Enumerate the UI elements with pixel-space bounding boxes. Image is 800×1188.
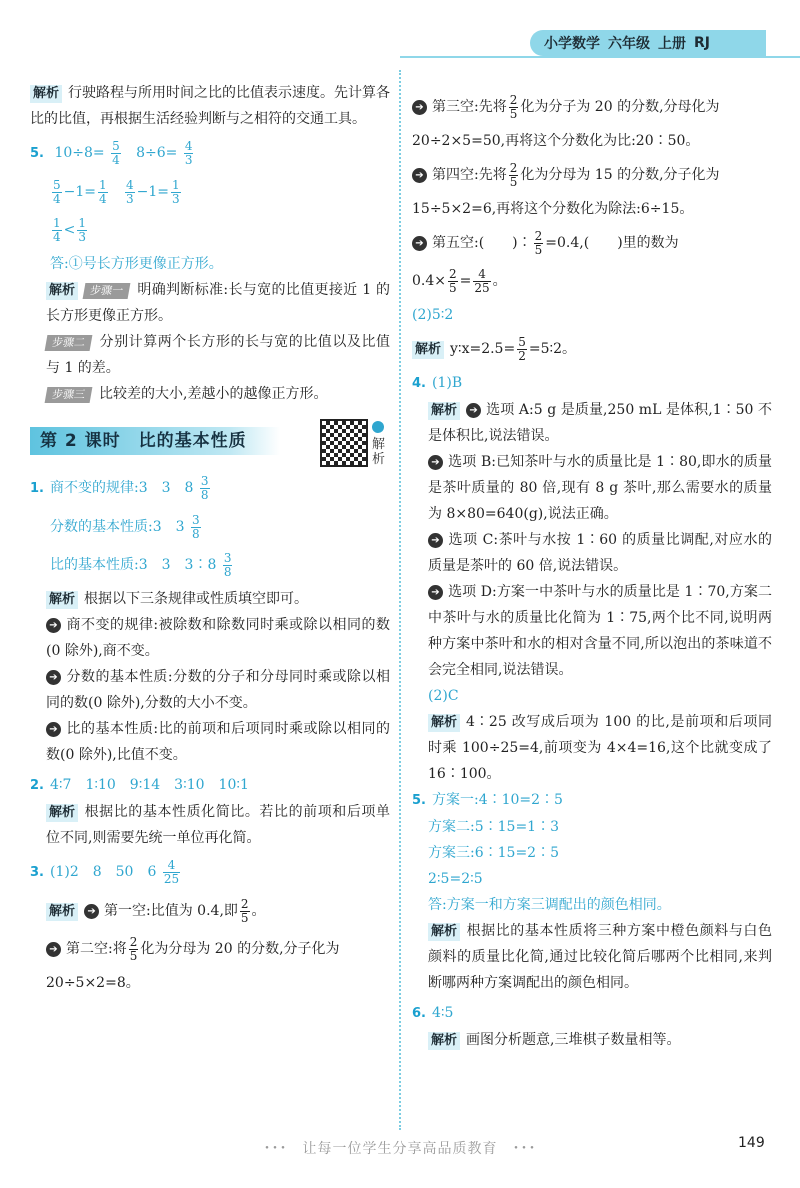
q4-option-a [412, 397, 772, 449]
q3-answer-text: (1)2 8 50 6 [49, 864, 157, 880]
analysis-tag: 解析 [46, 591, 78, 609]
q5-plan1 [412, 787, 772, 814]
q1-bullet1 [30, 612, 390, 664]
qr-code[interactable] [320, 419, 368, 467]
footer-slogan: ･･･ 让每一位学生分享高品质教育 ･･･ [263, 1141, 537, 1157]
q4-part2-analysis [412, 709, 772, 787]
left-column [30, 80, 390, 996]
q4-part2-answer: (2)C [428, 688, 459, 704]
arrow-icon: ➔ [428, 585, 443, 600]
q5-analysis [412, 918, 772, 996]
q4-option-c [412, 527, 772, 579]
denominator: 8 [191, 526, 200, 541]
denominator: 5 [449, 280, 457, 295]
option-b-text: 选项 B:已知茶叶与水的质量比是 1∶80,即水的质量是茶叶质量的 80 倍,现有 8 g 茶叶,那么需要水的质量为 8×80=640(g),说法正确。 [428, 454, 772, 522]
q3-step1-text: 第一空:比值为 0.4,即 [104, 903, 238, 919]
q5-eq2: 8÷6= [136, 145, 178, 161]
q4-number: 4. [412, 376, 426, 391]
header-edition: RJ [694, 35, 710, 51]
arrow-icon: ➔ [412, 100, 427, 115]
step4-result: 15÷5×2=6,再将这个分数化为除法:6÷15。 [412, 201, 694, 217]
numerator: 4 [184, 138, 193, 153]
fraction [517, 336, 527, 363]
denominator: 4 [53, 229, 61, 244]
step3-b: 化为分子为 20 的分数,分母化为 [520, 99, 720, 115]
arrow-icon: ➔ [84, 904, 99, 919]
option-d-text: 选项 D:方案一中茶叶与水的质量比是 1∶70,方案二中茶叶与水的质量比化简为 1∶75,两个比不同,说明两种方案中茶叶和水的相对含量不同,所以泡出的茶味道不会完全相同,说法错误。 [428, 584, 772, 678]
denominator: 25 [163, 871, 180, 886]
play-icon [372, 421, 384, 433]
fraction [129, 936, 139, 963]
period: 。 [492, 273, 507, 289]
analysis-tag: 解析 [428, 923, 460, 941]
denominator: 5 [240, 910, 249, 925]
numerator: 2 [534, 228, 543, 243]
q6-answer [412, 1000, 772, 1027]
fraction [163, 859, 180, 886]
arrow-icon: ➔ [46, 722, 61, 737]
denominator: 8 [200, 487, 209, 502]
q1-bullet2-text: 分数的基本性质:分数的分子和分母同时乘或除以相同的数(0 除外),分数的大小不变。 [46, 669, 390, 711]
denominator: 3 [78, 229, 87, 244]
q2-analysis-text: 根据比的基本性质化简比。若比的前项和后项单位不同,则需要先统一单位再化简。 [46, 804, 390, 846]
fraction [509, 94, 519, 121]
intro-analysis [30, 80, 390, 132]
q1-bullet3 [30, 716, 390, 768]
q3-step2-b: 化为分母为 20 的分数,分子化为 [140, 941, 340, 957]
q5-analysis-step2 [30, 329, 390, 381]
q1-intro: 根据以下三条规律或性质填空即可。 [84, 591, 309, 607]
denominator: 25 [474, 280, 490, 295]
fraction [191, 514, 201, 541]
numerator: 3 [200, 473, 209, 488]
q1-bullet1-text: 商不变的规律:被除数和除数同时乘或除以相同的数(0 除外),商不变。 [46, 617, 390, 659]
fraction [184, 140, 194, 167]
q3-number: 3. [30, 865, 44, 880]
fraction [125, 179, 135, 206]
fraction [223, 552, 233, 579]
arrow-icon: ➔ [428, 533, 443, 548]
analysis-tag: 解析 [30, 85, 62, 103]
numerator: 2 [129, 934, 138, 949]
q4-option-b [412, 449, 772, 527]
numerator: 2 [509, 160, 518, 175]
header-tab [530, 30, 766, 56]
q6-analysis-text: 画图分析题意,三堆棋子数量相等。 [466, 1032, 681, 1048]
numerator: 4 [126, 177, 134, 192]
right-column [412, 86, 772, 1053]
numerator: 5 [53, 177, 61, 192]
q5-analysis-step1 [30, 277, 390, 329]
q1-line3 [30, 548, 390, 582]
fraction [52, 217, 62, 244]
q5-analysis-text: 根据比的基本性质将三种方案中橙色颜料与白色颜料的质量比化简,通过比较化简后哪两个比相同,来判断哪两种方案调配出的颜色相同。 [428, 923, 772, 991]
compare-sign: < [63, 222, 76, 238]
numerator: 3 [223, 550, 232, 565]
q1-line1-text: 商不变的规律:3 3 8 [49, 480, 194, 496]
header-grade: 六年级 [608, 36, 650, 52]
numerator: 2 [449, 266, 457, 281]
denominator: 4 [112, 152, 120, 167]
q5-plan2: 方案二:5∶15=1∶3 [428, 819, 559, 835]
denominator: 3 [126, 191, 134, 206]
analysis-tag: 解析 [428, 1032, 460, 1050]
denominator: 5 [129, 948, 138, 963]
denominator: 3 [172, 191, 180, 206]
q3-part2-analysis [412, 332, 772, 366]
numerator: 1 [99, 177, 107, 192]
q5-eq1: 10÷8= [54, 145, 105, 161]
q3-part2-answer: (2)5∶2 [412, 307, 454, 323]
arrow-icon: ➔ [428, 455, 443, 470]
denominator: 5 [534, 242, 543, 257]
q2-analysis [30, 799, 390, 851]
numerator: 3 [191, 512, 200, 527]
step3-text: 比较差的大小,差越小的越像正方形。 [99, 386, 328, 402]
denominator: 3 [184, 152, 193, 167]
step-badge: 步骤一 [83, 283, 131, 299]
qr-label [372, 421, 388, 467]
fraction [200, 475, 210, 502]
numerator: 2 [509, 92, 518, 107]
step2-text: 分别计算两个长方形的长与宽的比值以及比值与 1 的差。 [46, 334, 390, 376]
step4-a: 第四空:先将 [432, 167, 507, 183]
qr-label-text: 解析 [372, 437, 386, 467]
fraction [473, 268, 490, 295]
header-rule [400, 56, 800, 58]
step5-b: =0.4,( )里的数为 [545, 235, 679, 251]
q1-line1 [30, 471, 390, 506]
step-badge: 步骤三 [45, 387, 93, 403]
equals: = [459, 273, 472, 289]
q3-step2 [30, 932, 390, 966]
p2-a: y∶x=2.5= [450, 341, 516, 357]
fraction [77, 217, 87, 244]
arrow-icon: ➔ [412, 236, 427, 251]
denominator: 2 [518, 348, 526, 363]
fraction [52, 179, 62, 206]
q5-plan3: 方案三:6∶15=2∶5 [428, 845, 559, 861]
q2-number: 2. [30, 778, 44, 793]
q6-answer-text: 4∶5 [431, 1005, 454, 1021]
step5-c: 0.4× [412, 273, 446, 289]
step4-b: 化为分母为 15 的分数,分子化为 [520, 167, 720, 183]
denominator: 4 [53, 191, 61, 206]
numerator: 5 [518, 334, 526, 349]
q4-part2-text: 4∶25 改写成后项为 100 的比,是前项和后项同时乘 100÷25=4,前项变为 4×4=16,这个比就变成了 16∶100。 [428, 714, 772, 782]
q1-analysis [30, 586, 390, 612]
arrow-icon: ➔ [466, 403, 481, 418]
option-c-text: 选项 C:茶叶与水按 1∶60 的质量比调配,对应水的质量是茶叶的 60 倍,说法错误。 [428, 532, 772, 574]
header-volume: 上册 [658, 36, 686, 52]
step5-a: 第五空:( )∶ [432, 235, 532, 251]
q3-step2-result: 20÷5×2=8。 [46, 975, 140, 991]
fraction [534, 230, 544, 257]
analysis-tag: 解析 [412, 341, 444, 359]
column-divider [399, 70, 401, 1130]
arrow-icon: ➔ [412, 168, 427, 183]
q5-line1 [30, 136, 390, 171]
option-a-text: 选项 A:5 g 是质量,250 mL 是体积,1∶50 不是体积比,说法错误。 [428, 402, 772, 444]
intro-text: 行驶路程与所用时间之比的比值表示速度。先计算各比的比值，再根据生活经验判断与之相符的交通工具。 [30, 85, 391, 127]
fraction [98, 179, 108, 206]
q5-number: 5. [412, 793, 426, 808]
denominator: 5 [509, 106, 518, 121]
plan1-text: 方案一:4∶10=2∶5 [431, 792, 563, 808]
numerator: 2 [240, 896, 249, 911]
q3-answer [30, 855, 390, 890]
q5-line3 [30, 213, 390, 247]
q6-number: 6. [412, 1006, 426, 1021]
numerator: 1 [78, 215, 87, 230]
fraction [509, 162, 519, 189]
q5-answer: 答:方案一和方案三调配出的颜色相同。 [428, 897, 671, 913]
q4-option-d [412, 579, 772, 683]
q6-analysis [412, 1027, 772, 1053]
q1-line2 [30, 510, 390, 544]
period: 。 [251, 903, 266, 919]
q1-number: 1. [30, 481, 44, 496]
q3-step3 [412, 90, 772, 124]
q5-compare: 2∶5=2∶5 [428, 871, 483, 887]
q4-part1: (1)B [431, 375, 463, 391]
q5-g1-tail: −1= [63, 184, 97, 200]
page-number: 149 [738, 1135, 765, 1151]
q1-bullet2 [30, 664, 390, 716]
q3-step2-a: 第二空:将 [66, 941, 127, 957]
fraction [448, 268, 458, 295]
denominator: 5 [509, 174, 518, 189]
step5-result [412, 264, 772, 298]
denominator: 4 [99, 191, 107, 206]
q4-answer [412, 370, 772, 397]
analysis-tag: 解析 [46, 282, 78, 300]
q5-g2-tail: −1= [136, 184, 170, 200]
q5-line2 [30, 175, 390, 209]
q3-step1 [30, 894, 390, 928]
q3-step5 [412, 226, 772, 260]
denominator: 8 [223, 564, 232, 579]
q1-line3-text: 比的基本性质:3 3 3∶8 [50, 557, 217, 573]
analysis-tag: 解析 [46, 804, 78, 822]
fraction [240, 898, 250, 925]
q3-step4 [412, 158, 772, 192]
step3-result: 20÷2×5=50,再将这个分数化为比:20∶50。 [412, 133, 700, 149]
numerator: 1 [172, 177, 180, 192]
analysis-tag: 解析 [428, 402, 460, 420]
header-subject: 小学数学 [544, 36, 600, 52]
arrow-icon: ➔ [46, 670, 61, 685]
q5-analysis-step3 [30, 381, 390, 407]
q2-answer-text: 4∶7 1∶10 9∶14 3∶10 10∶1 [49, 777, 249, 793]
analysis-tag: 解析 [46, 903, 78, 921]
q1-bullet3-text: 比的基本性质:比的前项和后项同时乘或除以相同的数(0 除外),比值不变。 [46, 721, 390, 763]
p2-b: =5∶2。 [528, 341, 577, 357]
numerator: 4 [478, 266, 486, 281]
q1-line2-text: 分数的基本性质:3 3 [50, 519, 185, 535]
q5-answer: 答:①号长方形更像正方形。 [50, 256, 223, 272]
step1-text: 明确判断标准:长与宽的比值更接近 1 的长方形更像正方形。 [46, 282, 390, 324]
numerator: 5 [112, 138, 120, 153]
lesson-header [30, 419, 390, 467]
fraction [111, 140, 121, 167]
fraction [171, 179, 181, 206]
analysis-tag: 解析 [428, 714, 460, 732]
lesson-title: 第 2 课时 比的基本性质 [40, 431, 247, 451]
numerator: 4 [167, 857, 176, 872]
step3-a: 第三空:先将 [432, 99, 507, 115]
arrow-icon: ➔ [46, 618, 61, 633]
step-badge: 步骤二 [45, 335, 93, 351]
numerator: 1 [53, 215, 61, 230]
q5-number: 5. [30, 146, 44, 161]
arrow-icon: ➔ [46, 942, 61, 957]
q2-answer [30, 772, 390, 799]
